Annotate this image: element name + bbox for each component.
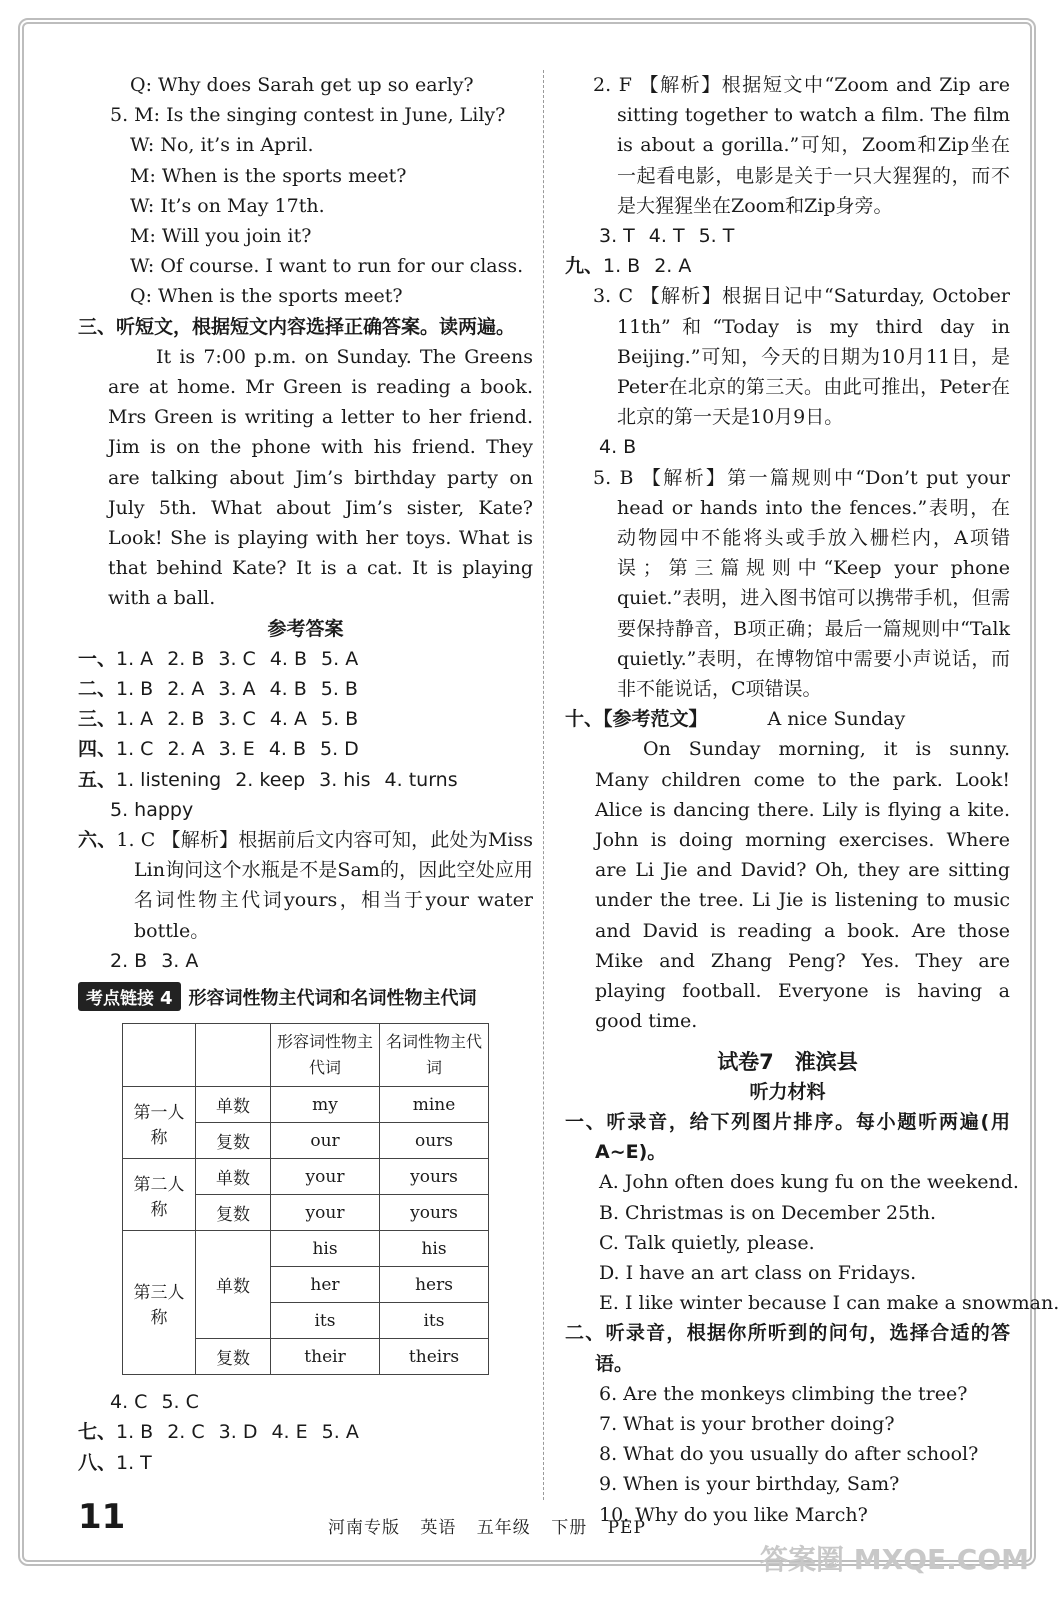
answer-row: 3. T 4. T 5. T bbox=[599, 225, 735, 248]
knowledge-link-badge: 考点链接 4 bbox=[78, 982, 181, 1011]
transcript-line: Q: When is the sports meet? bbox=[130, 285, 403, 308]
list-item: 9. When is your birthday, Sam? bbox=[599, 1473, 900, 1496]
pronoun-table bbox=[122, 1023, 489, 1375]
answer-row: 二、1. B 2. A 3. A 4. B 5. B bbox=[78, 678, 358, 701]
list-item: 10. Why do you like March? bbox=[599, 1503, 868, 1526]
table-cell: his bbox=[271, 1231, 380, 1267]
answer-row: 2. B 3. A bbox=[110, 949, 199, 972]
answer-row: 三、1. A 2. B 3. C 4. A 5. B bbox=[78, 708, 359, 731]
list-item: E. I like winter because I can make a snowman. bbox=[599, 1292, 1059, 1315]
answer-row: 八、1. T bbox=[78, 1451, 152, 1474]
section-2-title: 二、听录音，根据你所听到的问句，选择合适的答语。 bbox=[565, 1322, 1010, 1375]
table-cell: my bbox=[271, 1087, 380, 1123]
header-adjective-pronoun: 形容词性物主代词 bbox=[271, 1024, 380, 1087]
table-cell: its bbox=[380, 1303, 489, 1339]
transcript-line: M: When is the sports meet? bbox=[130, 164, 407, 187]
essay-heading: 十、【参考范文】 A nice Sunday bbox=[565, 708, 906, 731]
table-cell: mine bbox=[380, 1087, 489, 1123]
table-cell: our bbox=[271, 1123, 380, 1159]
list-item: 6. Are the monkeys climbing the tree? bbox=[599, 1382, 968, 1405]
table-cell: its bbox=[271, 1303, 380, 1339]
answer-explanation: 2. F 【解析】根据短文中“Zoom and Zip are sitting together to watch a film. The film is about a gorilla.”可知，Zoom和Zip坐在一起看电影，电影是关于一只大猩猩的，而不是大猩猩坐在Zoom和Zip身旁。 bbox=[593, 74, 1010, 217]
list-item: 8. What do you usually do after school? bbox=[599, 1443, 979, 1466]
section-1-title: 一、听录音，给下列图片排序。每小题听两遍(用A~E)。 bbox=[565, 1110, 1010, 1164]
table-cell: yours bbox=[380, 1195, 489, 1231]
table-cell: hers bbox=[380, 1267, 489, 1303]
essay-title: A nice Sunday bbox=[767, 708, 906, 731]
list-item: D. I have an art class on Fridays. bbox=[599, 1261, 917, 1284]
table-cell: your bbox=[271, 1159, 380, 1195]
table-cell: yours bbox=[380, 1159, 489, 1195]
column-divider bbox=[543, 70, 544, 1500]
answer-row: 七、1. B 2. C 3. D 4. E 5. A bbox=[78, 1421, 359, 1444]
transcript-line: W: Of course. I want to run for our class. bbox=[130, 255, 524, 278]
transcript-line: W: It’s on May 17th. bbox=[130, 194, 325, 217]
number-label: 单数 bbox=[196, 1231, 271, 1339]
transcript-line: W: No, it’s in April. bbox=[130, 134, 314, 157]
page-number: 11 bbox=[78, 1497, 126, 1537]
table-cell: theirs bbox=[380, 1339, 489, 1375]
footer-text: 河南专版 英语 五年级 下册 PEP bbox=[328, 1518, 646, 1538]
paper-title: 试卷7 淮滨县 bbox=[717, 1049, 858, 1074]
answer-explanation: 5. B 【解析】第一篇规则中“Don’t put your head or hands into the fences.”表明，在动物园中不能将头或手放入栅栏内，A项错误；第三篇规则中“Keep your phone quiet.”表明，进入图书馆可以携带手机，但需要保持静音，B项正确；最后一篇规则中“Talk quietly.”表明，在博物馆中需要小声说话，而非不能说话，C项错误。 bbox=[593, 466, 1010, 701]
listening-passage: It is 7:00 p.m. on Sunday. The Greens are at home. Mr Green is reading a book. Mrs Green is writing a letter to her friend. Jim is on the phone with his friend. They are talking about Jim’s birthday party on July 5th. What about Jim’s sister, Kate? Look! She is playing with her toys. What is that behind Kate? It is a cat. It is playing with a ball. bbox=[108, 345, 533, 610]
table-cell: her bbox=[271, 1267, 380, 1303]
list-item: A. John often does kung fu on the weekend. bbox=[599, 1171, 1019, 1194]
knowledge-link bbox=[78, 982, 533, 1011]
header-noun-pronoun: 名词性物主代词 bbox=[380, 1024, 489, 1087]
list-item: B. Christmas is on December 25th. bbox=[599, 1201, 937, 1224]
table-cell: their bbox=[271, 1339, 380, 1375]
number-label: 单数 bbox=[196, 1087, 271, 1123]
person-label: 第一人称 bbox=[123, 1087, 196, 1159]
right-column bbox=[565, 70, 1059, 1530]
person-label: 第三人称 bbox=[123, 1231, 196, 1375]
watermark: 答案圈 MXQE.COM bbox=[760, 1543, 1029, 1576]
answer-row: 九、1. B 2. A bbox=[565, 255, 692, 278]
transcript-line: M: Will you join it? bbox=[130, 225, 312, 248]
answer-row: 4. B bbox=[599, 436, 637, 459]
list-item: C. Talk quietly, please. bbox=[599, 1231, 815, 1254]
number-label: 复数 bbox=[196, 1195, 271, 1231]
table-cell: your bbox=[271, 1195, 380, 1231]
answers-heading: 参考答案 bbox=[267, 617, 344, 640]
left-column bbox=[78, 70, 533, 1478]
person-label: 第二人称 bbox=[123, 1159, 196, 1231]
answer-row: 4. C 5. C bbox=[110, 1391, 199, 1414]
table-cell: ours bbox=[380, 1123, 489, 1159]
knowledge-link-title: 形容词性物主代词和名词性物主代词 bbox=[188, 988, 477, 1010]
model-essay: On Sunday morning, it is sunny. Many children come to the park. Look! Alice is dancing there. Lily is flying a kite. John is doing morning exercises. Where are Li Jie and David? Oh, they are sitting under the tree. Li Jie is listening to music and David is reading a book. Are those Mike and Zhang Peng? Yes. They are playing football. Everyone is having a good time. bbox=[595, 738, 1010, 1033]
number-label: 复数 bbox=[196, 1339, 271, 1375]
answer-row: 五、1. listening 2. keep 3. his 4. turns bbox=[78, 768, 458, 791]
listening-material-title: 听力材料 bbox=[749, 1080, 826, 1103]
answer-row: 一、1. A 2. B 3. C 4. B 5. A bbox=[78, 647, 359, 670]
number-label: 单数 bbox=[196, 1159, 271, 1195]
section-3-title: 三、听短文，根据短文内容选择正确答案。读两遍。 bbox=[78, 315, 516, 338]
answer-row: 5. happy bbox=[110, 798, 194, 821]
answer-explanation: 六、1. C 【解析】根据前后文内容可知，此处为Miss Lin询问这个水瓶是不是Sam的，因此空处应用名词性物主代词yours，相当于your water bottle。 bbox=[78, 829, 533, 942]
transcript-line: Q: Why does Sarah get up so early? bbox=[130, 74, 474, 96]
answer-explanation: 3. C 【解析】根据日记中“Saturday, October 11th”和“Today is my third day in Beijing.”可知，今天的日期为10月11日，是Peter在北京的第三天。由此可推出，Peter在北京的第一天是10月9日。 bbox=[593, 285, 1010, 429]
transcript-line: 5. M: Is the singing contest in June, Lily? bbox=[110, 104, 506, 127]
number-label: 复数 bbox=[196, 1123, 271, 1159]
answer-row: 四、1. C 2. A 3. E 4. B 5. D bbox=[78, 738, 359, 761]
list-item: 7. What is your brother doing? bbox=[599, 1412, 895, 1435]
table-cell: his bbox=[380, 1231, 489, 1267]
